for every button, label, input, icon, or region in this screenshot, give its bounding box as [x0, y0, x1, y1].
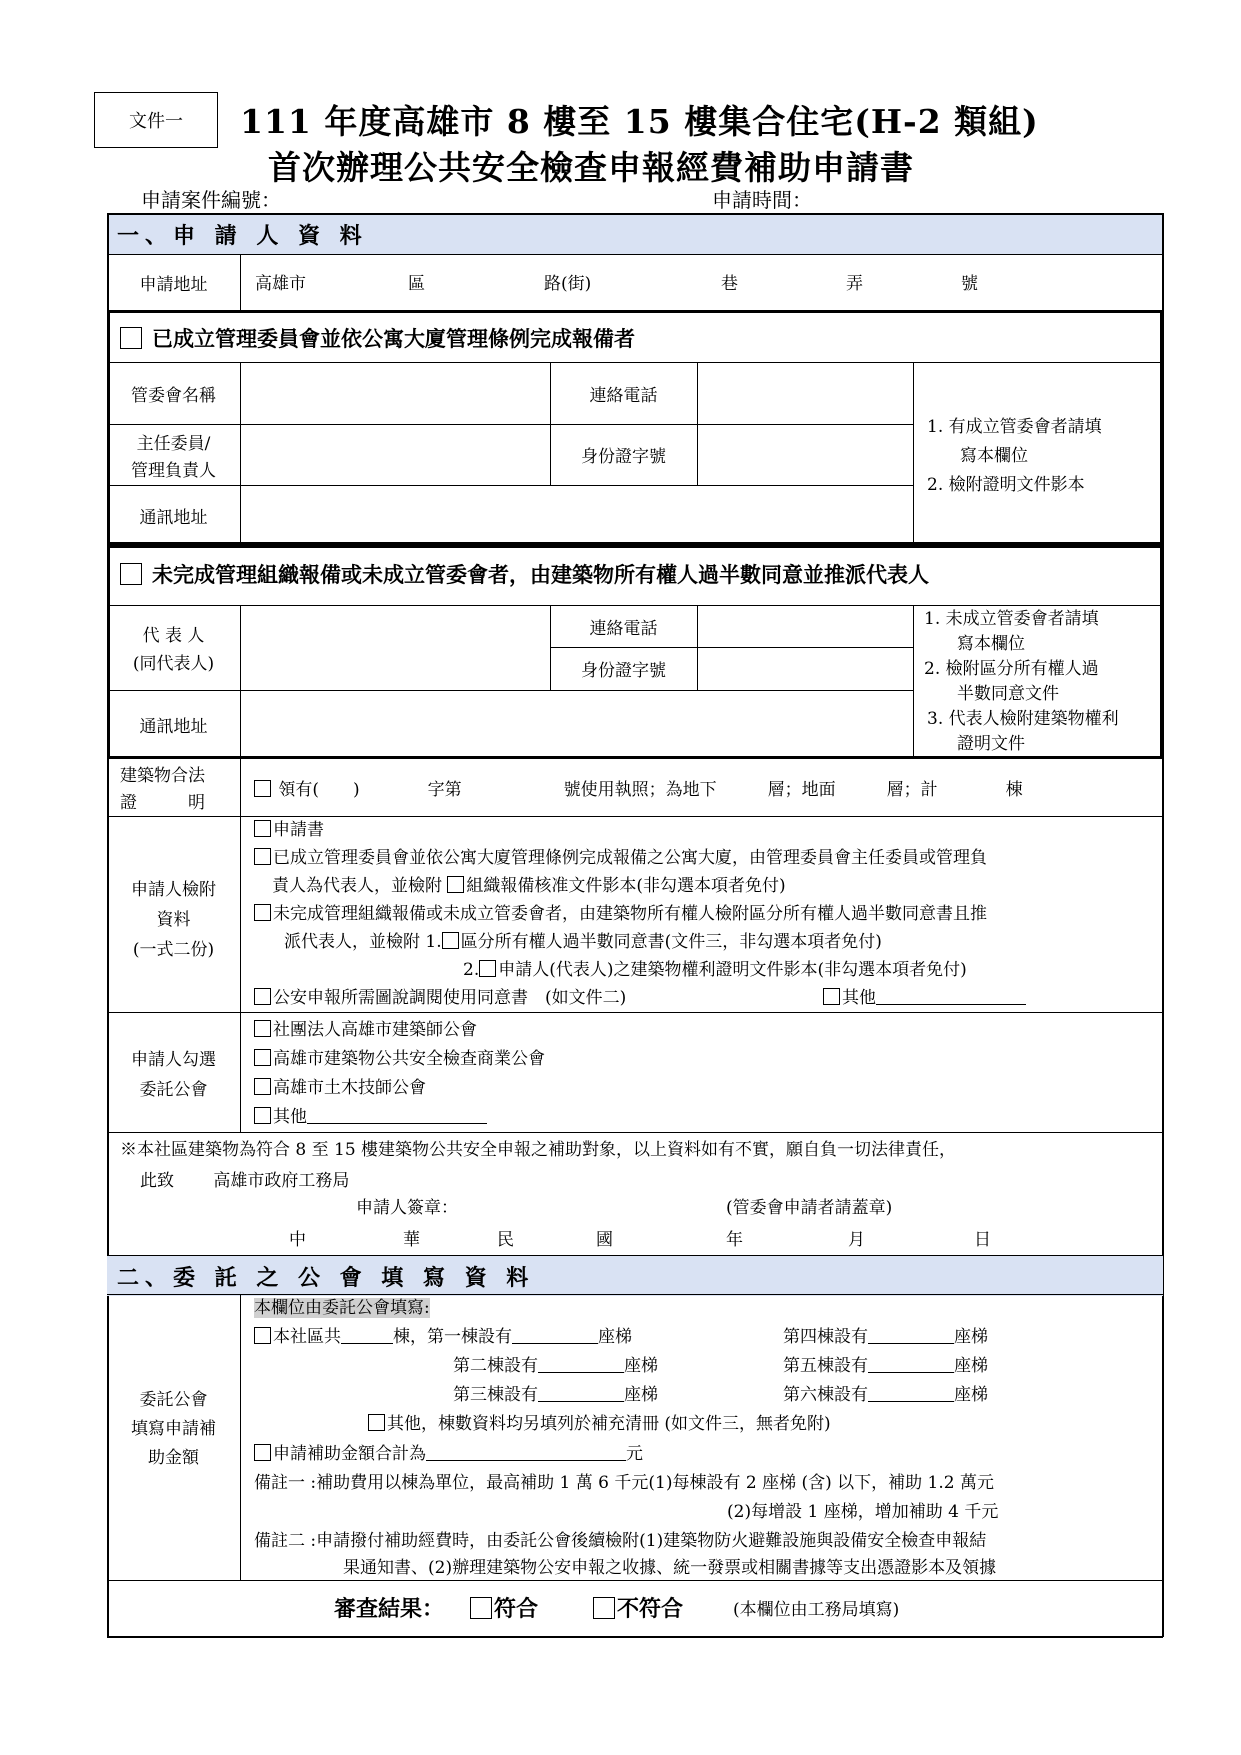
building2-elevators-field[interactable] — [538, 1356, 624, 1373]
committee-name-label: 管委會名稱 — [131, 385, 216, 406]
attachment-committee-checkbox[interactable] — [254, 848, 271, 865]
committee-name-field[interactable] — [241, 363, 549, 423]
review-fail-checkbox[interactable] — [593, 1597, 615, 1619]
legal-proof-row[interactable]: 領有( ) 字第 號使用執照；為地下 層；地面 層；計 棟 — [254, 780, 1023, 800]
building4-elevators-field[interactable] — [868, 1327, 954, 1344]
building1-elevators-field[interactable] — [512, 1327, 598, 1344]
building5-elevators-field[interactable] — [868, 1356, 954, 1373]
legal-proof-label-line1: 建築物合法 — [120, 766, 205, 786]
date-hua: 華 — [403, 1230, 420, 1250]
attachment-consent-checkbox[interactable] — [442, 932, 459, 949]
group-a-heading[interactable]: 已成立管理委員會並依公寓大廈管理條例完成報備者 — [120, 326, 635, 351]
group-a-id-label: 身份證字號 — [581, 447, 666, 467]
building-5[interactable]: 第五棟設有 座梯 — [783, 1356, 988, 1376]
section2-label-2: 填寫申請補 — [131, 1419, 216, 1439]
attachment-owners[interactable]: 未完成管理組織報備或未成立管委會者，由建築物所有權人檢附區分所有權人過半數同意書且推 — [254, 904, 987, 924]
building-3[interactable]: 第三棟設有 座梯 — [453, 1385, 658, 1405]
building-count-field[interactable] — [341, 1327, 393, 1344]
fill-note: 本欄位由委託公會填寫: — [254, 1298, 430, 1318]
date-year: 年 — [726, 1230, 743, 1250]
date-month: 月 — [848, 1230, 865, 1250]
group-b-mail-label: 通訊地址 — [139, 717, 208, 737]
building6-elevators-field[interactable] — [868, 1385, 954, 1402]
attachment-other[interactable]: 其他 — [823, 988, 1026, 1008]
association-other[interactable]: 其他 — [254, 1107, 487, 1127]
community-checkbox[interactable] — [254, 1327, 271, 1344]
attachment-application-checkbox[interactable] — [254, 820, 271, 837]
attachments-label-2: 資料 — [156, 910, 191, 930]
association-inspection-checkbox[interactable] — [254, 1049, 271, 1066]
group-b-note-2b: 半數同意文件 — [957, 684, 1059, 704]
group-a-phone-label: 連絡電話 — [589, 385, 658, 406]
association-label-1: 申請人勾選 — [131, 1050, 216, 1070]
attachment-drawings-checkbox[interactable] — [254, 988, 271, 1005]
building3-elevators-field[interactable] — [538, 1385, 624, 1402]
attachment-committee[interactable]: 已成立管理委員會並依公寓大廈管理條例完成報備之公寓大廈，由管理委員會主任委員或管理負 — [254, 848, 987, 868]
review-fail[interactable]: 不符合 — [593, 1596, 683, 1622]
building-row-1[interactable]: 本社區共 棟，第一棟設有 座梯 — [254, 1327, 632, 1347]
declaration-text: ※本社區建築物為符合 8 至 15 樓建築物公共安全申報之補助對象，以上資料如有不實，願自負一切法律責任， — [120, 1140, 957, 1160]
group-b-note-1b: 寫本欄位 — [957, 634, 1025, 654]
association-other-checkbox[interactable] — [254, 1107, 271, 1124]
attachment-drawings[interactable]: 公安申報所需圖說調閱使用同意書 (如文件二) — [254, 988, 626, 1008]
group-b-id-field[interactable] — [698, 648, 912, 689]
group-a-note-2: 2. 檢附證明文件影本 — [927, 475, 1085, 495]
building-4[interactable]: 第四棟設有 座梯 — [783, 1327, 988, 1347]
attachment-other-field[interactable] — [876, 988, 1026, 1005]
association-architects[interactable]: 社團法人高雄市建築師公會 — [254, 1020, 477, 1040]
address-alley: 弄 — [846, 274, 863, 294]
building-other[interactable]: 其他，棟數資料均另填列於補充清冊 (如文件三，無者免附) — [368, 1414, 831, 1434]
subsidy-amount[interactable]: 申請補助金額合計為 元 — [254, 1444, 643, 1464]
attachment-owners-checkbox[interactable] — [254, 904, 271, 921]
attachment-owners-cont: 派代表人，並檢附 1. 區分所有權人過半數同意書(文件三，非勾選本項者免付) — [284, 932, 882, 952]
address-city: 高雄市 — [255, 274, 306, 294]
attachments-label-3: (一式二份) — [132, 940, 215, 960]
chair-label-line1: 主任委員/ — [136, 434, 211, 454]
attachment-registration-checkbox[interactable] — [447, 876, 464, 893]
note1-line2: (2)每增設 1 座梯，增加補助 4 千元 — [727, 1502, 999, 1522]
representative-label-line1: 代 表 人 — [142, 626, 205, 646]
attachment-rights-checkbox[interactable] — [479, 960, 496, 977]
note1-line1: 備註一 :補助費用以棟為單位，最高補助 1 萬 6 千元(1)每棟設有 2 座梯 (含) 以下，補助 1.2 萬元 — [254, 1473, 994, 1493]
group-a-mail-field[interactable] — [241, 486, 912, 542]
group-a-id-field[interactable] — [698, 425, 912, 484]
association-architects-checkbox[interactable] — [254, 1020, 271, 1037]
group-b-phone-label: 連絡電話 — [589, 618, 658, 639]
representative-field[interactable] — [241, 606, 549, 689]
building-other-checkbox[interactable] — [368, 1414, 385, 1431]
document-label: 文件一 — [94, 92, 218, 148]
attachments-label-1: 申請人檢附 — [131, 880, 216, 900]
chair-label-line2: 管理負責人 — [131, 461, 216, 481]
address-district: 區 — [408, 274, 425, 294]
date-zhong: 中 — [289, 1230, 306, 1250]
group-b-note-1: 1. 未成立管委會者請填 — [924, 609, 1099, 629]
apply-time-label: 申請時間： — [712, 188, 812, 212]
group-a-mail-label: 通訊地址 — [139, 507, 208, 528]
association-inspection[interactable]: 高雄市建築物公共安全檢查商業公會 — [254, 1049, 545, 1069]
attachment-rights: 2. 申請人(代表人)之建築物權利證明文件影本(非勾選本項者免付) — [463, 960, 967, 980]
note2-line1: 備註二 :申請撥付補助經費時，由委託公會後續檢附(1)建築物防火避難設施與設備安全檢查申報結 — [254, 1531, 987, 1551]
group-b-note-3: 3. 代表人檢附建築物權利 — [927, 709, 1119, 729]
section2-label-3: 助金額 — [148, 1448, 199, 1468]
section2-label-1: 委託公會 — [139, 1390, 208, 1410]
subsidy-amount-field[interactable] — [426, 1444, 626, 1461]
form-title-line2: 首次辦理公共安全檢查申報經費補助申請書 — [268, 148, 914, 187]
legal-proof-checkbox[interactable] — [254, 780, 271, 797]
review-note: (本欄位由工務局填寫) — [733, 1600, 900, 1620]
attachment-other-checkbox[interactable] — [823, 988, 840, 1005]
group-b-note-3b: 證明文件 — [957, 734, 1025, 754]
group-b-mail-field[interactable] — [241, 691, 912, 756]
address-lane: 巷 — [721, 274, 738, 294]
date-guo: 國 — [596, 1230, 613, 1250]
group-b-heading[interactable]: 未完成管理組織報備或未成立管委會者，由建築物所有權人過半數同意並推派代表人 — [120, 562, 929, 587]
review-pass-checkbox[interactable] — [470, 1597, 492, 1619]
addressee: 此致 高雄市政府工務局 — [140, 1171, 350, 1191]
group-a-phone-field[interactable] — [698, 363, 912, 423]
review-pass[interactable]: 符合 — [470, 1596, 538, 1622]
group-b-id-label: 身份證字號 — [581, 661, 666, 681]
building-2[interactable]: 第二棟設有 座梯 — [453, 1356, 658, 1376]
attachment-committee-cont: 責人為代表人，並檢附 組織報備核准文件影本(非勾選本項者免付) — [272, 876, 786, 896]
subsidy-amount-checkbox[interactable] — [254, 1444, 271, 1461]
address-road: 路(街) — [544, 274, 592, 294]
signature-label: 申請人簽章： — [356, 1198, 458, 1218]
attachment-application[interactable]: 申請書 — [254, 820, 324, 840]
note2-line2: 果通知書、(2)辦理建築物公安申報之收據、統一發票或相關書據等支出憑證影本及領據 — [343, 1558, 997, 1578]
representative-label-line2: (同代表人) — [132, 654, 215, 674]
address-label: 申請地址 — [139, 274, 208, 295]
date-day: 日 — [974, 1230, 991, 1250]
address-number: 號 — [961, 274, 978, 294]
group-b-checkbox[interactable] — [120, 563, 142, 585]
date-min: 民 — [497, 1230, 514, 1250]
association-label-2: 委託公會 — [139, 1080, 208, 1100]
association-civil-engineers[interactable]: 高雄市土木技師公會 — [254, 1078, 426, 1098]
group-b-phone-field[interactable] — [698, 606, 912, 646]
association-civil-checkbox[interactable] — [254, 1078, 271, 1095]
section1-heading: 一、申 請 人 資 料 — [107, 214, 1163, 254]
stamp-note: (管委會申請者請蓋章) — [726, 1198, 893, 1218]
legal-proof-label-line2: 證 明 — [120, 793, 205, 813]
group-a-note-1b: 寫本欄位 — [960, 446, 1028, 466]
association-other-field[interactable] — [307, 1107, 487, 1124]
form-title-line1: 111 年度高雄市 8 樓至 15 樓集合住宅(H-2 類組) — [240, 102, 1039, 141]
chair-name-field[interactable] — [241, 425, 549, 484]
building-6[interactable]: 第六棟設有 座梯 — [783, 1385, 988, 1405]
section2-heading: 二、委 託 之 公 會 填 寫 資 料 — [107, 1256, 1163, 1296]
review-label: 審查結果： — [334, 1596, 445, 1622]
group-a-checkbox[interactable] — [120, 327, 142, 349]
group-a-note-1: 1. 有成立管委會者請填 — [927, 417, 1102, 437]
case-number-label: 申請案件編號： — [141, 188, 281, 212]
group-b-note-2: 2. 檢附區分所有權人過 — [924, 659, 1099, 679]
